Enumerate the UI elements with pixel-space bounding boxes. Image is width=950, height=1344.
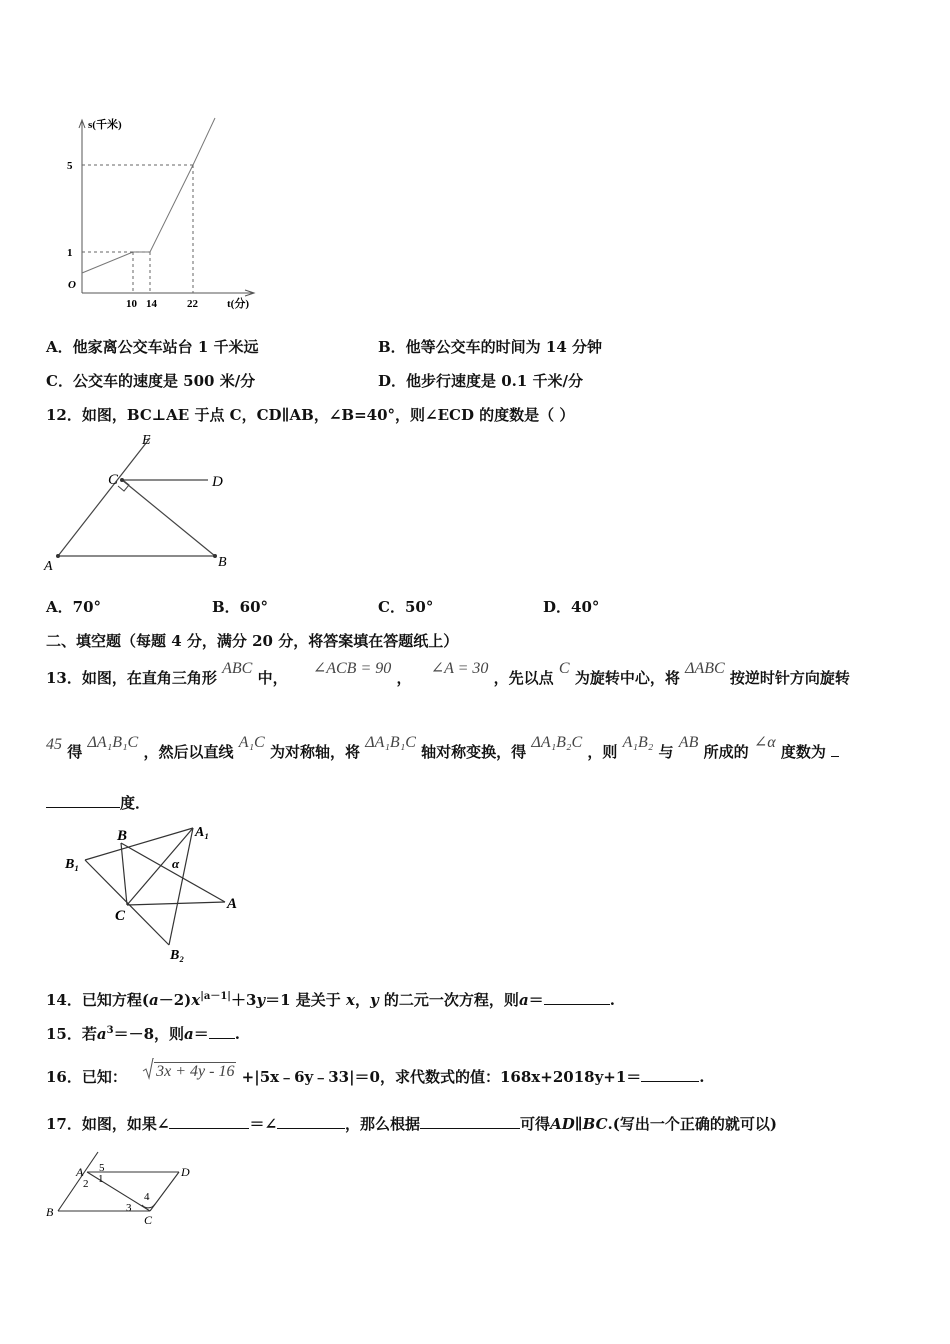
label-5: 5 <box>99 1162 105 1174</box>
q17: 17．如图，如果∠ ＝∠ ，那么根据 可得AD∥BC.(写出一个正确的就可以) <box>46 1115 777 1133</box>
label-b: B <box>46 1205 54 1219</box>
q13-figure <box>55 818 255 968</box>
label-c: C <box>108 472 119 488</box>
label-c: C <box>115 908 126 924</box>
q11-distance-time-graph <box>55 110 285 310</box>
q12-option-a: A．70° <box>46 598 102 616</box>
x-axis-label: t(分) <box>227 298 249 310</box>
q17-reason-blank[interactable] <box>420 1114 520 1129</box>
graph-line <box>82 118 215 273</box>
q14-answer-blank[interactable] <box>544 990 610 1005</box>
q12-option-d: D．40° <box>543 598 600 616</box>
segment-bc <box>121 843 127 905</box>
q15-answer-blank[interactable] <box>209 1024 235 1039</box>
label-e: E <box>142 433 151 448</box>
x-tick-22: 22 <box>187 298 198 310</box>
q13-line-1: 13．如图，在直角三角形 ABC 中， ∠ACB = 90 ， ∠A = 30 ，先以点 C 为旋转中心，将 ΔABC 按逆时针方向旋转 <box>46 660 850 687</box>
q12-figure <box>40 428 250 578</box>
q17-angle-blank-2[interactable] <box>277 1114 345 1129</box>
q13-line-2: 45 得 ΔA₁B₁C ，然后以直线 A₁C 为对称轴，将 ΔA₁B₁C 轴对称变换，得 ΔA₁B₂C ，则 A₁B₂ 与 AB 所成的 ∠α 度数为 <box>46 742 839 763</box>
label-a: A <box>76 1165 84 1179</box>
q16: 16．已知： 3x + 4y - 16 +|5x﹣6y﹣33|＝0，求代数式的值：168x+2018y+1＝ . <box>46 1067 705 1088</box>
label-d: D <box>181 1165 190 1179</box>
q14: 14．已知方程$(a-2)x^{|a-1|}+3y=1$ 是关于 x，y 的二元一次方程，则a＝ . <box>46 991 615 1009</box>
label-b2: B₂ <box>170 948 185 963</box>
label-b: B <box>117 828 128 844</box>
x-tick-14: 14 <box>146 298 157 310</box>
q11-option-b: B．他等公交车的时间为 14 分钟 <box>378 338 602 356</box>
label-2: 2 <box>83 1178 89 1190</box>
q11-option-a: A．他家离公交车站台 1 千米远 <box>46 338 259 356</box>
segment-ca <box>127 902 225 905</box>
q13-answer-blank[interactable] <box>46 793 120 808</box>
label-a: A <box>44 559 53 574</box>
segment-ca1 <box>127 828 193 905</box>
label-1: 1 <box>98 1173 104 1185</box>
q15: 15．若$a^3=-8$，则a＝ . <box>46 1025 240 1043</box>
q17-angle-blank-1[interactable] <box>169 1114 249 1129</box>
label-alpha: α <box>172 856 180 871</box>
diagonal-ac <box>87 1172 150 1211</box>
q16-answer-blank[interactable] <box>641 1067 699 1082</box>
sqrt-sign-icon <box>142 1058 154 1080</box>
label-d: D <box>212 474 223 490</box>
q13-line-3: 度． <box>46 793 150 813</box>
label-b1: B₁ <box>65 857 80 872</box>
label-b: B <box>218 555 227 570</box>
y-tick-5: 5 <box>67 160 73 172</box>
q12-option-b: B．60° <box>212 598 269 616</box>
q12-stem: 12．如图，BC⊥AE 于点 C，CD∥AB，∠B=40°，则∠ECD 的度数是（ ） <box>46 406 575 424</box>
q11-option-c: C．公交车的速度是 500 米/分 <box>46 372 256 390</box>
segment-a1b2 <box>169 828 193 945</box>
label-c: C <box>144 1213 153 1227</box>
q11-option-d: D．他步行速度是 0.1 千米/分 <box>378 372 584 390</box>
q17-figure <box>42 1148 202 1228</box>
segment-cb <box>122 480 215 556</box>
section-2-heading: 二、填空题（每题 4 分，满分 20 分，将答案填在答题纸上） <box>46 632 459 650</box>
label-4: 4 <box>144 1191 150 1203</box>
line-ae <box>58 438 150 556</box>
x-tick-10: 10 <box>126 298 137 310</box>
label-a: A <box>227 896 238 912</box>
y-axis-label: s(千米) <box>88 119 122 131</box>
q12-option-c: C．50° <box>378 598 434 616</box>
label-3: 3 <box>126 1202 132 1214</box>
origin-label: O <box>68 279 76 291</box>
label-a1: A₁ <box>195 825 210 840</box>
y-tick-1: 1 <box>67 247 73 259</box>
line-ba-extended <box>58 1152 98 1211</box>
